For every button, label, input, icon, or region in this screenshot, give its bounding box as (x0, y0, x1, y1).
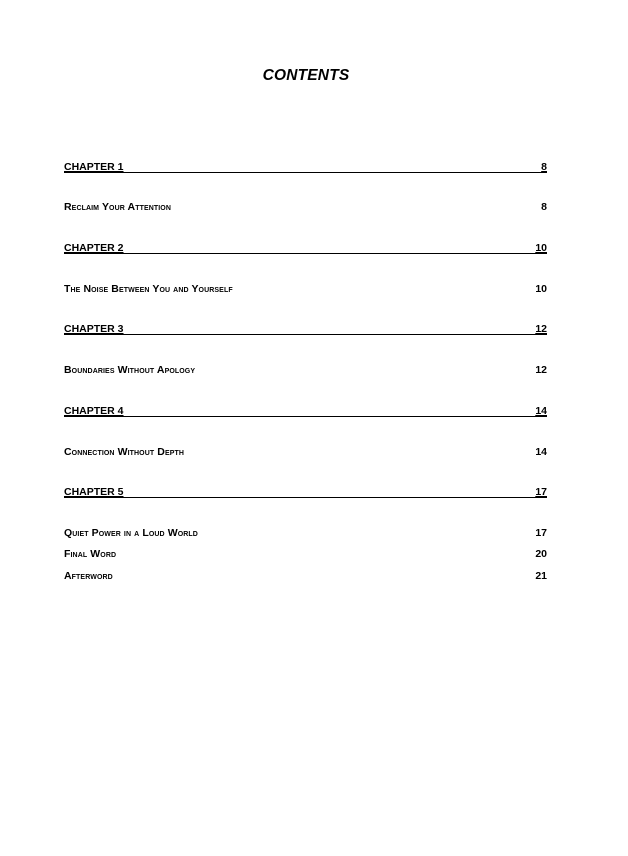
toc-entry-page: 17 (535, 527, 547, 539)
toc-entry-section-5[interactable] (64, 526, 547, 540)
toc-entry-section-4[interactable] (64, 445, 547, 459)
toc-entry-section-1[interactable] (64, 200, 547, 214)
page-title: CONTENTS (262, 67, 350, 84)
toc-entry-label: The Noise Between You and Yourself (64, 283, 233, 295)
toc-entry-page: 8 (541, 201, 547, 213)
toc-entry-label: CHAPTER 2 (64, 242, 124, 254)
toc-entry-final-word[interactable] (64, 547, 547, 561)
toc-entry-label: Afterword (64, 570, 113, 582)
toc-entry-label: Final Word (64, 548, 117, 560)
toc-entry-chapter-1[interactable] (64, 160, 547, 174)
toc-entry-page: 8 (541, 161, 547, 173)
toc-entry-page: 10 (535, 283, 547, 295)
toc-entry-section-3[interactable] (64, 363, 547, 377)
toc-entry-label: Reclaim Your Attention (64, 201, 172, 213)
toc-entry-page: 17 (535, 486, 547, 498)
toc-entry-page: 14 (535, 405, 547, 417)
toc-entry-chapter-2[interactable] (64, 241, 547, 255)
toc-entry-section-2[interactable] (64, 282, 547, 296)
toc-entry-page: 10 (535, 242, 547, 254)
leader-rule (64, 416, 547, 417)
toc-entry-page: 20 (535, 548, 547, 560)
toc-entry-page: 14 (535, 446, 547, 458)
toc-entry-label: CHAPTER 5 (64, 486, 124, 498)
leader-rule (64, 334, 547, 335)
leader-rule (64, 172, 547, 173)
toc-entry-chapter-4[interactable] (64, 404, 547, 418)
leader-rule (64, 253, 547, 254)
toc-entry-label: CHAPTER 4 (64, 405, 124, 417)
toc-entry-label: Connection Without Depth (64, 446, 185, 458)
toc-entry-chapter-5[interactable] (64, 485, 547, 499)
toc-entry-label: CHAPTER 3 (64, 323, 124, 335)
toc-entry-page: 12 (535, 364, 547, 376)
toc-entry-label: CHAPTER 1 (64, 161, 124, 173)
leader-rule (64, 497, 547, 498)
toc-entry-label: Quiet Power in a Loud World (64, 527, 198, 539)
toc-entry-page: 12 (535, 323, 547, 335)
toc-entry-chapter-3[interactable] (64, 322, 547, 336)
toc-entry-page: 21 (535, 570, 547, 582)
toc-entry-afterword[interactable] (64, 569, 547, 583)
toc-entry-label: Boundaries Without Apology (64, 364, 196, 376)
